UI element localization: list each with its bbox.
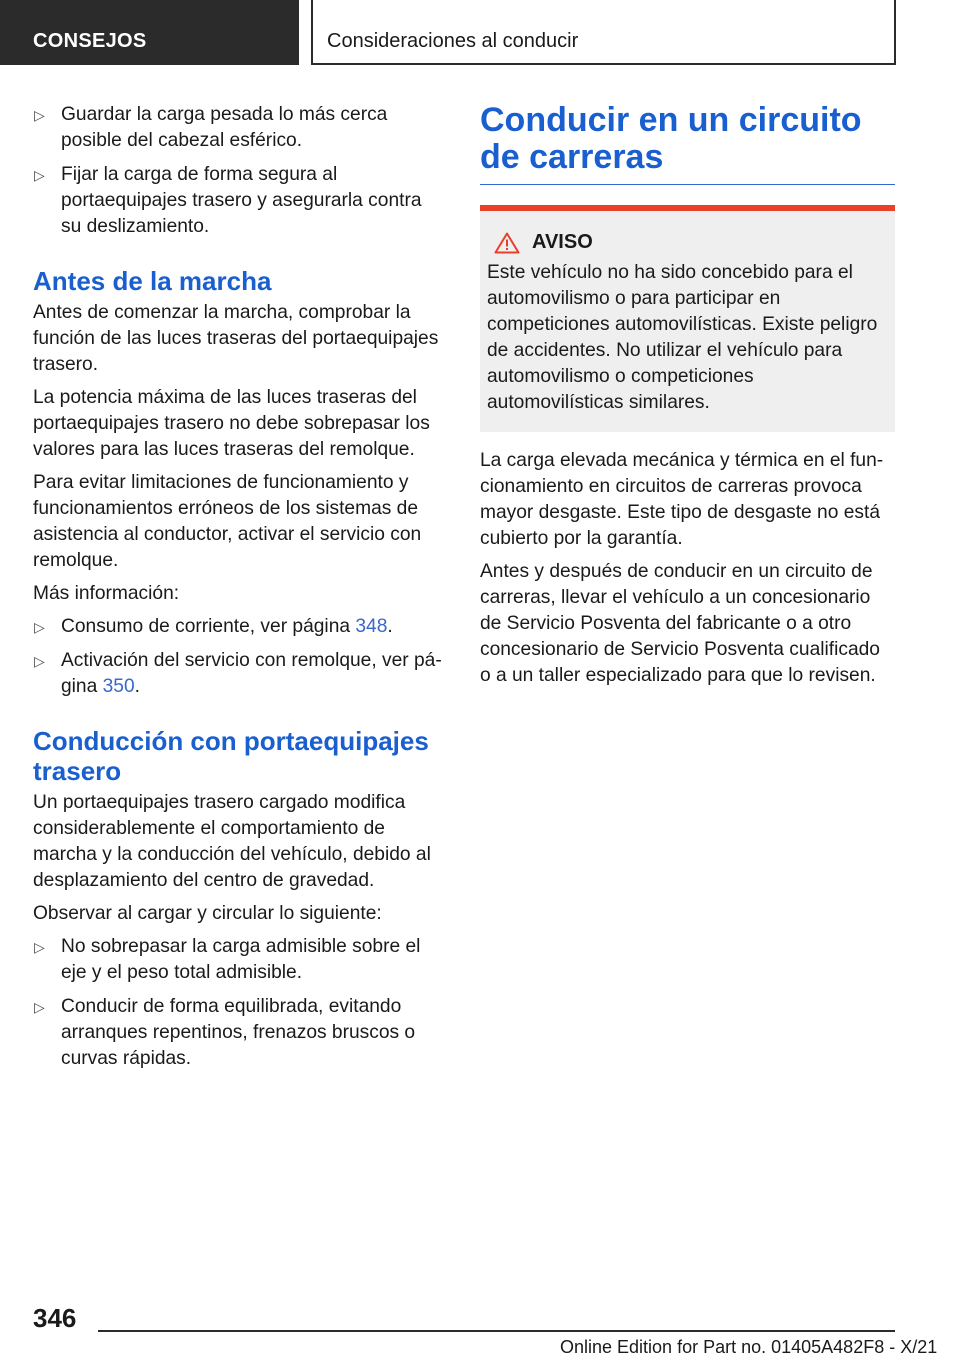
list-item: ▷ Fijar la carga de forma segura al portaequipajes trasero y asegurarla contra su deslizamiento. (34, 164, 422, 237)
intro-bullet-list (33, 102, 445, 240)
more-info-label: Más información: (33, 583, 180, 604)
list-item: ▷ Consumo de corriente, ver página 348. (33, 614, 445, 640)
left-column (33, 102, 445, 1080)
paragraph: Antes de comenzar la marcha, comprobar la función de las luces traseras del portaequipajes trasero. (33, 302, 439, 375)
triangle-bullet-icon: ▷ (34, 167, 45, 183)
triangle-bullet-icon: ▷ (34, 999, 45, 1015)
right-column (480, 102, 895, 696)
triangle-bullet-icon: ▷ (34, 939, 45, 955)
warning-title: AVISO (532, 231, 593, 253)
warning-header (487, 231, 885, 254)
warning-box (480, 205, 895, 432)
page-number: 346 (33, 1303, 77, 1333)
list-item: ▷ Conducir de forma equilibrada, evitando arranques repentinos, frenazos bruscos o curvas rápidas. (34, 996, 416, 1069)
heading-antes-de-la-marcha: Antes de la marcha (33, 266, 272, 296)
section-tab: CONSEJOS (0, 0, 299, 65)
chapter-title: Consideraciones al conducir (311, 0, 896, 65)
driving-bullet-list (33, 934, 445, 1072)
paragraph: La carga elevada mecánica y térmica en el funcionamiento en circuitos de carreras provoca mayor desgaste. Este tipo de desgaste no está cubierto por la garantía. (480, 450, 884, 549)
page-link-348[interactable]: 348 (355, 616, 388, 637)
warning-body: Este vehículo no ha sido concebido para el automovilismo o para participar en competiciones automovilísticas. Existe peligro de accidentes. No utilizar el vehículo para automovilismo o competiciones automovilísticas similares. (487, 262, 878, 413)
list-item: ▷ No sobrepasar la carga admisible sobre el eje y el peso total admisible. (34, 936, 421, 983)
list-item: ▷ Activación del servicio con remolque, ver página 350. (34, 650, 442, 697)
footer-divider (98, 1330, 895, 1332)
heading-conduccion-portaequipajes: Conducción con portaequipajes trasero (33, 726, 429, 786)
paragraph: Antes y después de conducir en un circuito de carreras, llevar el vehículo a un concesionario de Servicio Posventa del fabricante o a otro concesionario de Servicio Posventa cualificado o a un taller especializado para que lo revisen. (480, 561, 880, 686)
list-item: ▷ Guardar la carga pesada lo más cerca posible del cabezal esférico. (34, 104, 388, 151)
paragraph: La potencia máxima de las luces traseras del portaequipajes trasero no debe sobrepasar los valores para las luces traseras del remolque. (33, 387, 430, 460)
edition-text: Online Edition for Part no. 01405A482F8 - X/21 (560, 1337, 938, 1357)
paragraph: Un portaequipajes trasero cargado modifica considerablemente el comportamiento de marcha y la conducción del vehículo, debido al desplazamiento del centro de gravedad. (33, 792, 431, 891)
heading-circuito-de-carreras: Conducir en un circuito de carreras (480, 102, 895, 185)
warning-triangle-icon (494, 232, 520, 254)
paragraph: Observar al cargar y circular lo siguiente: (33, 903, 382, 924)
paragraph: Para evitar limitaciones de funcionamiento y funcionamientos erróneos de los sistemas de asistencia al conductor, activar el servicio con remolque. (33, 472, 422, 571)
triangle-bullet-icon: ▷ (34, 653, 45, 669)
page-link-350[interactable]: 350 (102, 676, 135, 697)
reference-list (33, 614, 445, 700)
triangle-bullet-icon: ▷ (34, 107, 45, 123)
triangle-bullet-icon: ▷ (34, 619, 45, 635)
